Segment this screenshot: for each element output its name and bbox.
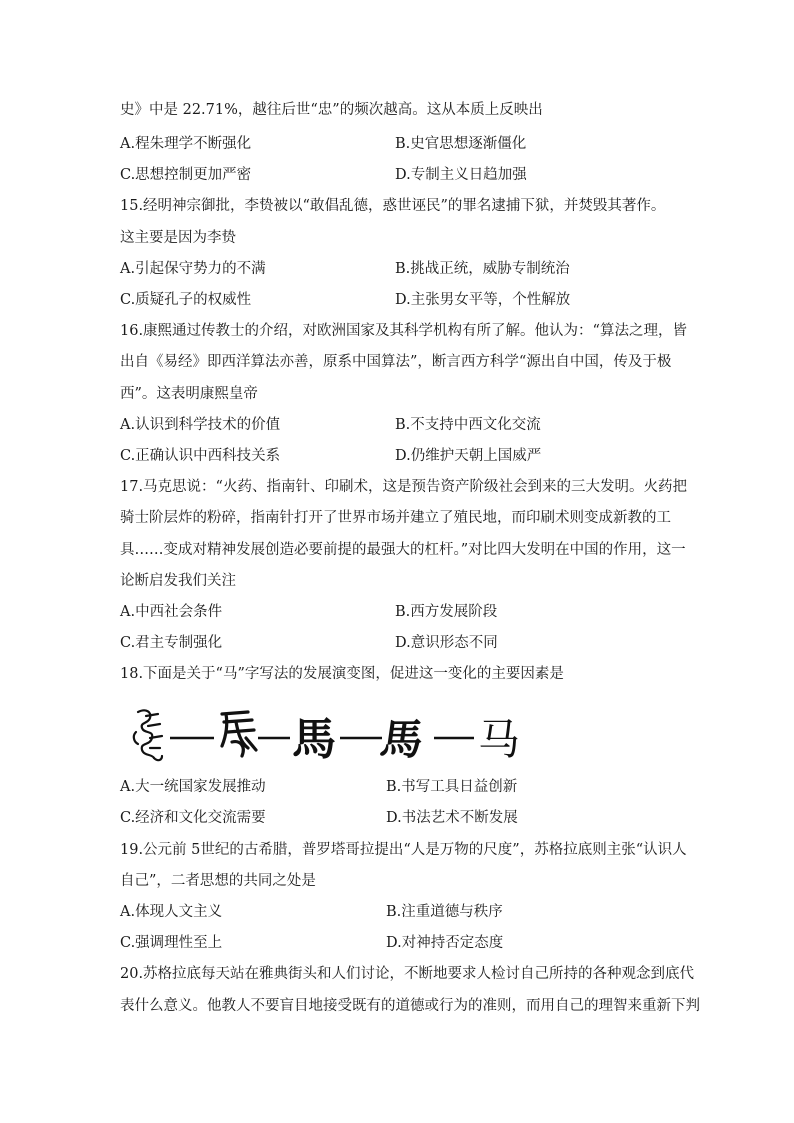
q16-stem-line-1: 16.康熙通过传教士的介绍，对欧洲国家及其科学机构有所了解。他认为：“算法之理，皆	[120, 323, 687, 339]
q15-option-d: D.主张男女平等，个性解放	[395, 292, 571, 308]
q18-option-d: D.书法艺术不断发展	[386, 810, 518, 826]
q17-option-b: B.西方发展阶段	[395, 604, 498, 620]
q17-stem-line-2: 骑士阶层炸的粉碎，指南针打开了世界市场并建立了殖民地，而印刷术则变成新教的工	[120, 510, 671, 526]
q19-option-c: C.强调理性至上	[120, 935, 223, 951]
q14-option-a: A.程朱理学不断强化	[120, 136, 252, 152]
q18-option-c: C.经济和文化交流需要	[120, 810, 266, 826]
q18-option-a: A.大一统国家发展推动	[120, 779, 266, 795]
q19-option-d: D.对神持否定态度	[386, 935, 504, 951]
question-14-stem-tail: 史》中是 22.71%，越往后世“忠”的频次越高。这从本质上反映出	[120, 102, 543, 118]
seal-script-ma-glyph	[222, 712, 256, 756]
simplified-ma-glyph: 马	[478, 715, 521, 764]
q19-option-a: A.体现人文主义	[120, 904, 223, 920]
q18-option-b: B.书写工具日益创新	[386, 779, 518, 795]
q19-stem-line-2: 自己”，二者思想的共同之处是	[120, 873, 316, 889]
q16-option-c: C.正确认识中西科技关系	[120, 448, 281, 464]
q15-option-c: C.质疑孔子的权威性	[120, 292, 252, 308]
oracle-bone-ma-glyph	[134, 710, 162, 760]
clerical-script-ma-glyph: 馬	[292, 714, 336, 765]
q17-stem-line-4: 论断启发我们关注	[120, 573, 236, 589]
q15-option-a: A.引起保守势力的不满	[120, 261, 266, 277]
q17-option-a: A.中西社会条件	[120, 604, 223, 620]
cursive-script-ma-glyph: 馬	[377, 714, 427, 764]
q15-stem-line-2: 这主要是因为李贽	[120, 230, 236, 246]
q19-option-b: B.注重道德与秩序	[386, 904, 503, 920]
q15-option-b: B.挑战正统，威胁专制统治	[395, 261, 570, 277]
q20-stem-line-2: 表什么意义。他教人不要盲目地接受既有的道德或行为的准则，而用自己的理智来重新下判	[120, 998, 700, 1014]
q17-stem-line-3: 具……变成对精神发展创造必要前提的最强大的杠杆。”对比四大发明在中国的作用，这一	[120, 542, 686, 558]
q17-stem-line-1: 17.马克思说：“火药、指南针、印刷术，这是预告资产阶级社会到来的三大发明。火药把	[120, 479, 687, 495]
q14-option-b: B.史官思想逐渐僵化	[395, 136, 527, 152]
q16-option-a: A.认识到科学技术的价值	[120, 417, 281, 433]
q19-stem-line-1: 19.公元前 5世纪的古希腊，普罗塔哥拉提出“人是万物的尺度”，苏格拉底则主张“认识人	[120, 842, 687, 858]
q16-stem-line-2: 出自《易经》即西洋算法亦善，原系中国算法”，断言西方科学“源出自中国，传及于极	[120, 354, 672, 370]
q16-option-d: D.仍维护天朝上国威严	[395, 448, 542, 464]
q17-option-d: D.意识形态不同	[395, 635, 498, 651]
q15-stem-line-1: 15.经明神宗御批，李贽被以“敢倡乱德，惑世诬民”的罪名逮捕下狱，并焚毁其著作。	[120, 198, 666, 214]
q14-option-d: D.专制主义日趋加强	[395, 167, 527, 183]
q20-stem-line-1: 20.苏格拉底每天站在雅典街头和人们讨论，不断地要求人检讨自己所持的各种观念到底代	[120, 966, 695, 982]
ma-character-evolution-figure	[128, 702, 528, 768]
q16-stem-line-3: 西”。这表明康熙皇帝	[120, 386, 258, 402]
q14-option-c: C.思想控制更加严密	[120, 167, 252, 183]
q17-option-c: C.君主专制强化	[120, 635, 223, 651]
q18-stem-line-1: 18.下面是关于“马”字写法的发展演变图，促进这一变化的主要因素是	[120, 666, 564, 682]
q16-option-b: B.不支持中西文化交流	[395, 417, 541, 433]
